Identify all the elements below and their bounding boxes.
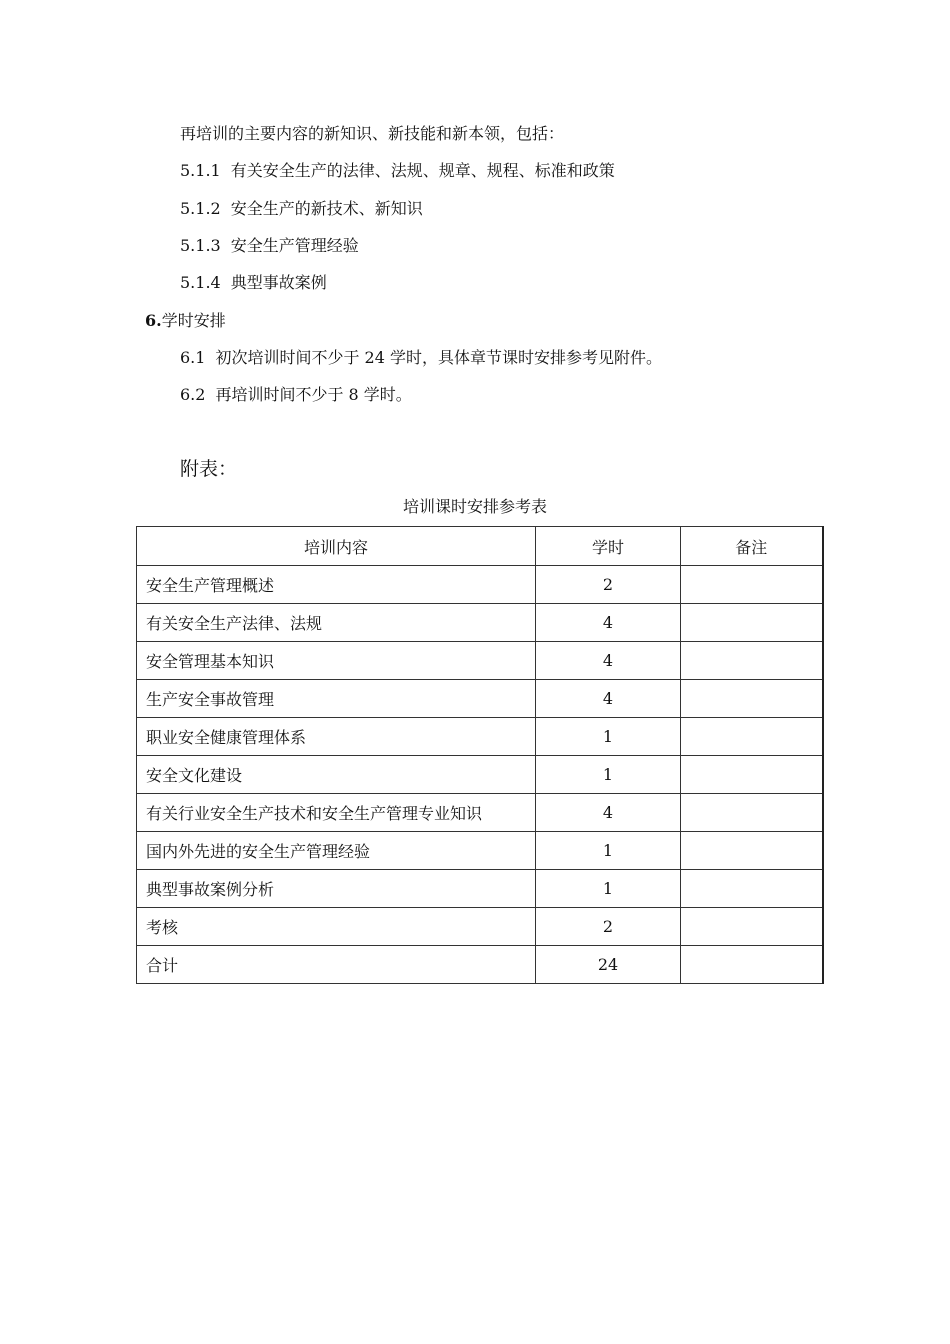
- list-item-6-1: [180, 348, 662, 368]
- training-schedule-table: [136, 526, 824, 984]
- item-text: 典型事故案例: [230, 273, 327, 292]
- cell-hours: 1: [536, 870, 681, 908]
- table-row: [137, 604, 823, 642]
- cell-note: [681, 832, 823, 870]
- cell-content: 国内外先进的安全生产管理经验: [137, 832, 536, 870]
- header-notes: 备注: [681, 527, 823, 566]
- item-number: 5.1.1: [180, 161, 221, 180]
- item-number: 6.2: [180, 385, 206, 404]
- table-row: [137, 832, 823, 870]
- cell-hours: 4: [536, 680, 681, 718]
- table-header-row: [137, 527, 823, 566]
- list-item-5-1-3: [180, 236, 359, 256]
- item-text: 安全生产管理经验: [230, 236, 359, 255]
- appendix-label: 附表：: [180, 458, 238, 480]
- cell-note: [681, 680, 823, 718]
- section-title: 学时安排: [161, 311, 226, 330]
- cell-hours: 4: [536, 642, 681, 680]
- cell-note: [681, 756, 823, 794]
- item-number: 5.1.2: [180, 199, 221, 218]
- cell-content: 职业安全健康管理体系: [137, 718, 536, 756]
- cell-content: 合计: [137, 946, 536, 984]
- cell-hours: 4: [536, 794, 681, 832]
- cell-hours: 1: [536, 832, 681, 870]
- table-row: [137, 756, 823, 794]
- cell-content: 考核: [137, 908, 536, 946]
- table-row-total: [137, 946, 823, 984]
- table-row: [137, 908, 823, 946]
- item-number: 5.1.4: [180, 273, 221, 292]
- cell-content: 有关行业安全生产技术和安全生产管理专业知识: [137, 794, 536, 832]
- list-item-5-1-2: [180, 199, 423, 219]
- paragraph-intro: [180, 124, 564, 144]
- cell-hours: 4: [536, 604, 681, 642]
- header-content: 培训内容: [137, 527, 536, 566]
- cell-note: [681, 908, 823, 946]
- list-item-5-1-4: [180, 273, 327, 293]
- cell-note: [681, 794, 823, 832]
- table-row: [137, 794, 823, 832]
- table-row: [137, 680, 823, 718]
- cell-content: 有关安全生产法律、法规: [137, 604, 536, 642]
- list-item-5-1-1: [180, 161, 615, 181]
- item-text: 有关安全生产的法律、法规、规章、规程、标准和政策: [230, 161, 615, 180]
- cell-hours: 1: [536, 756, 681, 794]
- paragraph-text: 再培训的主要内容的新知识、新技能和新本领，包括：: [180, 124, 565, 143]
- cell-content: 安全文化建设: [137, 756, 536, 794]
- item-text: 再培训时间不少于 8 学时。: [215, 385, 412, 404]
- cell-note: [681, 604, 823, 642]
- table-row: [137, 642, 823, 680]
- cell-content: 典型事故案例分析: [137, 870, 536, 908]
- header-hours: 学时: [536, 527, 681, 566]
- cell-content: 安全生产管理概述: [137, 566, 536, 604]
- cell-note: [681, 870, 823, 908]
- item-text: 初次培训时间不少于 24 学时，具体章节课时安排参考见附件。: [215, 348, 662, 367]
- cell-note: [681, 566, 823, 604]
- cell-note: [681, 946, 823, 984]
- table-caption: 培训课时安排参考表: [402, 497, 547, 516]
- cell-note: [681, 642, 823, 680]
- cell-hours: 2: [536, 566, 681, 604]
- section-number: 6.: [145, 311, 162, 330]
- item-number: 5.1.3: [180, 236, 221, 255]
- item-number: 6.1: [180, 348, 206, 367]
- item-text: 安全生产的新技术、新知识: [230, 199, 423, 218]
- cell-content: 安全管理基本知识: [137, 642, 536, 680]
- cell-hours: 1: [536, 718, 681, 756]
- section-heading-6: [145, 311, 226, 331]
- table-row: [137, 870, 823, 908]
- cell-hours: 2: [536, 908, 681, 946]
- list-item-6-2: [180, 385, 412, 405]
- table-row: [137, 718, 823, 756]
- cell-note: [681, 718, 823, 756]
- cell-hours: 24: [536, 946, 681, 984]
- table-row: [137, 566, 823, 604]
- cell-content: 生产安全事故管理: [137, 680, 536, 718]
